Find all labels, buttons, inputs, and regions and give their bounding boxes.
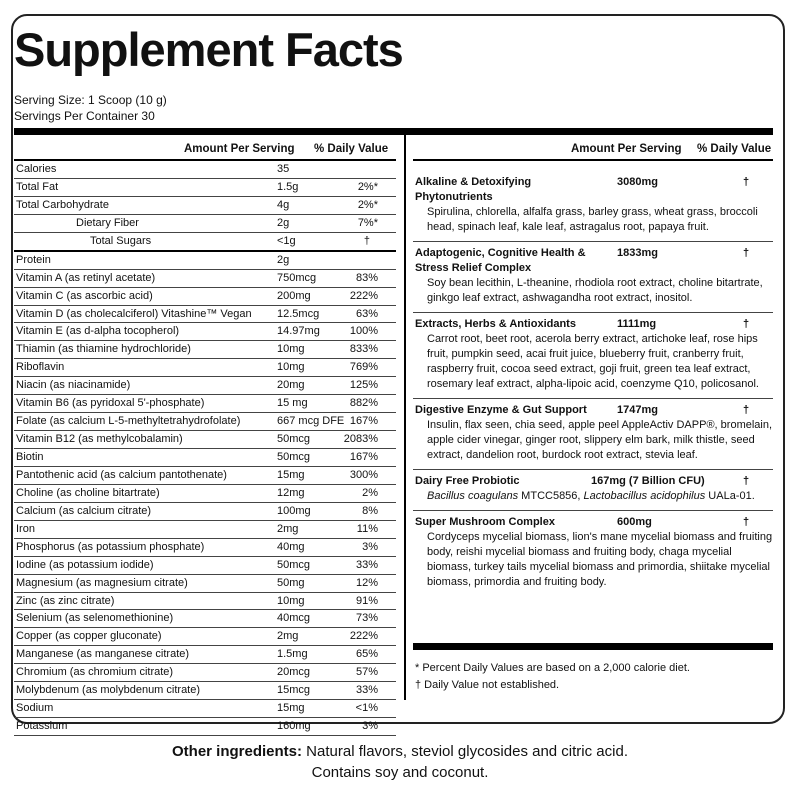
nutrient-row bbox=[14, 215, 396, 233]
allergen-statement: Contains soy and coconut. bbox=[311, 764, 489, 781]
nutrient-daily-value: 3% bbox=[362, 540, 378, 553]
nutrient-row bbox=[14, 467, 396, 485]
nutrient-amount: 10mg bbox=[277, 361, 305, 374]
nutrient-name: Magnesium (as magnesium citrate) bbox=[16, 576, 188, 589]
nutrient-amount: 667 mcg DFE bbox=[277, 415, 345, 428]
nutrient-rows bbox=[14, 161, 396, 736]
nutrient-daily-value: 125% bbox=[349, 379, 378, 392]
nutrient-amount: 12mg bbox=[277, 486, 305, 499]
nutrient-daily-value: 11% bbox=[356, 522, 378, 535]
nutrient-amount: 1.5mg bbox=[277, 648, 308, 661]
nutrient-name: Potassium bbox=[16, 720, 68, 733]
nutrient-daily-value: 33% bbox=[355, 684, 378, 697]
nutrient-amount: 20mg bbox=[277, 379, 305, 392]
nutrient-daily-value: 91% bbox=[355, 594, 378, 607]
nutrient-row bbox=[14, 610, 396, 628]
nutrient-row bbox=[14, 521, 396, 539]
nutrient-daily-value: 222% bbox=[349, 630, 378, 643]
nutrient-row bbox=[14, 413, 396, 431]
nutrient-daily-value: 65% bbox=[355, 648, 378, 661]
nutrient-name: Total Fat bbox=[16, 180, 59, 193]
nutrient-daily-value: 33% bbox=[355, 558, 378, 571]
nutrient-name: Niacin (as niacinamide) bbox=[16, 379, 131, 392]
nutrient-row bbox=[14, 664, 396, 682]
serving-info bbox=[14, 92, 167, 124]
serving-size: Serving Size: 1 Scoop (10 g) bbox=[14, 93, 167, 107]
nutrient-name: Thiamin (as thiamine hydrochloride) bbox=[16, 343, 191, 356]
amount-per-serving-header: Amount Per Serving bbox=[184, 143, 295, 155]
nutrient-amount: 15mg bbox=[277, 702, 305, 715]
nutrient-row bbox=[14, 323, 396, 341]
nutrient-name: Vitamin B6 (as pyridoxal 5'-phosphate) bbox=[16, 397, 205, 410]
nutrient-row bbox=[14, 628, 396, 646]
nutrient-row bbox=[14, 646, 396, 664]
footer-rule bbox=[413, 643, 773, 650]
nutrient-amount: 2mg bbox=[277, 522, 299, 535]
ingredient-part: UALa-01. bbox=[705, 490, 755, 502]
blend-ingredients: Soy bean lecithin, L-theanine, rhodiola root extract, choline bitartrate, ginkgo leaf extract, ashwagandha root extract, inositol. bbox=[427, 277, 763, 304]
nutrient-daily-value: 167% bbox=[349, 415, 378, 428]
nutrient-name: Vitamin E (as d-alpha tocopherol) bbox=[16, 325, 180, 338]
blend-amount: 1747mg bbox=[617, 404, 658, 416]
nutrient-row bbox=[14, 593, 396, 611]
nutrient-daily-value: 100% bbox=[349, 325, 378, 338]
nutrient-name: Pantothenic acid (as calcium pantothenate) bbox=[16, 468, 227, 481]
nutrient-daily-value: 222% bbox=[349, 289, 378, 302]
nutrient-daily-value: 882% bbox=[349, 397, 378, 410]
blend-ingredients: Spirulina, chlorella, alfalfa grass, barley grass, wheat grass, broccoli head, spinach leaf, kale leaf, astragalus root, papaya fruit. bbox=[427, 206, 758, 233]
nutrient-row bbox=[14, 270, 396, 288]
blend-daily-value: † bbox=[743, 247, 750, 259]
nutrient-row bbox=[14, 485, 396, 503]
blend-dv-header: % Daily Value bbox=[697, 143, 772, 155]
nutrient-amount: 15mg bbox=[277, 468, 305, 481]
nutrient-name: Vitamin B12 (as methylcobalamin) bbox=[16, 433, 183, 446]
nutrient-name: Riboflavin bbox=[16, 361, 65, 374]
blend-row bbox=[413, 399, 773, 470]
nutrient-table-header bbox=[14, 135, 396, 161]
nutrient-name: Molybdenum (as molybdenum citrate) bbox=[16, 684, 201, 697]
nutrient-row bbox=[14, 718, 396, 736]
blend-ingredients: Cordyceps mycelial biomass, lion's mane mycelial biomass and fruiting body, reishi mycelial biomass and fruiting body, chaga mycelial biomass, turkey tails mycelial biomass and primordia, shiitake mycelial biomass, primordia and fruiting body. bbox=[427, 531, 773, 588]
nutrient-daily-value: 7%* bbox=[357, 216, 378, 229]
blend-name: Alkaline & Detoxifying Phytonutrients bbox=[415, 176, 532, 203]
nutrient-row bbox=[14, 288, 396, 306]
nutrient-amount: 2mg bbox=[277, 630, 299, 643]
nutrient-amount: 2g bbox=[277, 253, 290, 266]
footnote-daily-values: * Percent Daily Values are based on a 2,000 calorie diet. bbox=[415, 662, 690, 674]
blend-table-header bbox=[413, 135, 773, 161]
blend-row bbox=[413, 511, 773, 596]
blend-ingredients bbox=[415, 489, 773, 504]
blend-rows bbox=[413, 161, 773, 596]
nutrient-row bbox=[14, 377, 396, 395]
blend-name: Adaptogenic, Cognitive Health & Stress Relief Complex bbox=[415, 247, 586, 274]
nutrient-daily-value: 2% bbox=[362, 486, 378, 499]
nutrient-amount: 20mcg bbox=[277, 666, 311, 679]
ingredient-part: Bacillus coagulans bbox=[427, 490, 519, 502]
nutrient-amount: 40mcg bbox=[277, 612, 311, 625]
nutrient-name: Zinc (as zinc citrate) bbox=[16, 594, 115, 607]
nutrient-amount: 12.5mcg bbox=[277, 307, 320, 320]
nutrient-name: Manganese (as manganese citrate) bbox=[16, 648, 190, 661]
nutrient-amount: 2g bbox=[277, 216, 290, 229]
nutrient-row bbox=[14, 575, 396, 593]
nutrient-amount: 10mg bbox=[277, 594, 305, 607]
nutrient-row bbox=[14, 395, 396, 413]
nutrient-name: Iodine (as potassium iodide) bbox=[16, 558, 154, 571]
nutrient-name: Protein bbox=[16, 253, 51, 266]
nutrient-name: Chromium (as chromium citrate) bbox=[16, 666, 174, 679]
blend-amount: 600mg bbox=[617, 516, 652, 528]
other-ingredients-label: Other ingredients: bbox=[172, 743, 303, 760]
nutrient-name: Choline (as choline bitartrate) bbox=[16, 486, 160, 499]
nutrient-amount: 10mg bbox=[277, 343, 305, 356]
nutrient-daily-value: 769% bbox=[349, 361, 378, 374]
nutrient-amount: <1g bbox=[277, 234, 296, 247]
blend-row bbox=[413, 242, 773, 313]
nutrient-name: Calcium (as calcium citrate) bbox=[16, 504, 152, 517]
nutrient-row bbox=[14, 341, 396, 359]
nutrient-name: Selenium (as selenomethionine) bbox=[16, 612, 174, 625]
blend-daily-value: † bbox=[743, 475, 750, 487]
nutrient-daily-value: 3% bbox=[362, 720, 378, 733]
nutrient-name: Total Carbohydrate bbox=[16, 198, 109, 211]
ingredient-part: Lactobacillus acidophilus bbox=[583, 490, 706, 502]
other-ingredients bbox=[0, 741, 800, 783]
blend-name: Extracts, Herbs & Antioxidants bbox=[415, 318, 576, 330]
nutrient-amount: 200mg bbox=[277, 289, 311, 302]
nutrient-row bbox=[14, 682, 396, 700]
nutrient-row bbox=[14, 557, 396, 575]
nutrient-amount: 50mg bbox=[277, 576, 305, 589]
blend-daily-value: † bbox=[743, 404, 750, 416]
blend-daily-value: † bbox=[743, 516, 750, 528]
nutrient-row bbox=[14, 197, 396, 215]
nutrient-row bbox=[14, 539, 396, 557]
servings-per-container: Servings Per Container 30 bbox=[14, 109, 155, 123]
daily-value-header: % Daily Value bbox=[314, 143, 389, 155]
blend-amount: 3080mg bbox=[617, 176, 658, 188]
blend-ingredients: Insulin, flax seen, chia seed, apple peel AppleActiv DAPP®, bromelain, apple cider vinegar, ginger root, slippery elm bark, milk thistle, seed extract, dandelion root, burdock root extract, stevia leaf. bbox=[427, 419, 773, 461]
nutrient-name: Dietary Fiber bbox=[76, 216, 139, 229]
nutrient-daily-value: 12% bbox=[355, 576, 378, 589]
nutrient-amount: 15 mg bbox=[277, 397, 308, 410]
blend-amount: 1111mg bbox=[617, 318, 657, 330]
nutrient-amount: 15mcg bbox=[277, 684, 311, 697]
nutrient-amount: 160mg bbox=[277, 720, 311, 733]
nutrient-name: Copper (as copper gluconate) bbox=[16, 630, 162, 643]
blend-row bbox=[413, 470, 773, 511]
nutrient-row bbox=[14, 306, 396, 324]
nutrient-daily-value: 2%* bbox=[357, 198, 378, 211]
blend-name: Digestive Enzyme & Gut Support bbox=[415, 404, 587, 416]
nutrient-name: Vitamin D (as cholecalciferol) Vitashine™ Vegan bbox=[16, 307, 252, 320]
nutrient-row bbox=[14, 431, 396, 449]
nutrient-amount: 50mcg bbox=[277, 451, 311, 463]
nutrient-amount: 750mcg bbox=[277, 271, 317, 284]
panel-title: Supplement Facts bbox=[14, 23, 403, 76]
column-divider bbox=[404, 135, 406, 700]
nutrient-daily-value: 8% bbox=[362, 504, 378, 517]
nutrient-amount: 100mg bbox=[277, 504, 311, 517]
nutrient-daily-value: <1% bbox=[355, 702, 378, 715]
nutrient-daily-value: 300% bbox=[349, 468, 378, 481]
nutrient-amount: 50mcg bbox=[277, 558, 311, 571]
nutrient-row bbox=[14, 449, 396, 467]
other-ingredients-text: Natural flavors, steviol glycosides and citric acid. bbox=[302, 743, 628, 760]
nutrient-name: Biotin bbox=[16, 451, 44, 463]
blend-table bbox=[413, 135, 773, 596]
nutrient-amount: 35 bbox=[277, 163, 290, 175]
blend-ingredients: Carrot root, beet root, acerola berry extract, artichoke leaf, rose hips fruit, pumpkin seed, acai fruit juice, blueberry fruit, cranberry fruit, raspberry fruit, cocoa seed extract, goji fruit, green tea leaf extract, rosemary leaf extract, alpha-lipoic acid, coenzyme Q10, policosanol. bbox=[427, 333, 759, 390]
blend-row bbox=[413, 313, 773, 399]
nutrient-daily-value: 73% bbox=[355, 612, 378, 625]
blend-name: Dairy Free Probiotic bbox=[415, 475, 520, 487]
blend-daily-value: † bbox=[743, 318, 750, 330]
nutrient-row bbox=[14, 359, 396, 377]
nutrient-name: Total Sugars bbox=[90, 234, 152, 247]
nutrient-name: Iron bbox=[16, 522, 35, 535]
nutrient-daily-value: 2%* bbox=[357, 180, 378, 193]
header-rule bbox=[14, 128, 773, 135]
nutrient-amount: 40mg bbox=[277, 540, 305, 553]
nutrient-daily-value: 167% bbox=[349, 451, 378, 463]
nutrient-amount: 14.97mg bbox=[277, 325, 320, 338]
nutrient-name: Sodium bbox=[16, 702, 54, 715]
nutrient-name: Folate (as calcium L-5-methyltetrahydrofolate) bbox=[16, 415, 241, 428]
footnote-not-established: † Daily Value not established. bbox=[415, 679, 560, 691]
nutrient-name: Phosphorus (as potassium phosphate) bbox=[16, 540, 205, 553]
nutrient-row bbox=[14, 252, 396, 270]
nutrient-daily-value: † bbox=[363, 234, 370, 247]
nutrient-daily-value: 833% bbox=[349, 343, 378, 356]
blend-row bbox=[413, 161, 773, 242]
nutrient-name: Vitamin A (as retinyl acetate) bbox=[16, 271, 156, 284]
nutrient-row bbox=[14, 179, 396, 197]
blend-amount: 1833mg bbox=[617, 247, 658, 259]
nutrient-daily-value: 57% bbox=[355, 666, 378, 679]
nutrient-name: Calories bbox=[16, 163, 57, 175]
nutrient-daily-value: 2083% bbox=[343, 433, 378, 446]
nutrient-row bbox=[14, 161, 396, 179]
nutrient-amount: 50mcg bbox=[277, 433, 311, 446]
nutrient-daily-value: 83% bbox=[355, 271, 378, 284]
nutrient-table bbox=[14, 135, 396, 736]
nutrient-amount: 4g bbox=[277, 198, 290, 211]
nutrient-row bbox=[14, 700, 396, 718]
blend-amount: 167mg (7 Billion CFU) bbox=[591, 475, 705, 487]
ingredient-part: MTCC5856, bbox=[518, 490, 584, 502]
blend-name: Super Mushroom Complex bbox=[415, 516, 555, 528]
nutrient-row bbox=[14, 233, 396, 252]
nutrient-row bbox=[14, 503, 396, 521]
blend-amount-header: Amount Per Serving bbox=[571, 143, 682, 155]
nutrient-name: Vitamin C (as ascorbic acid) bbox=[16, 289, 153, 302]
blend-daily-value: † bbox=[743, 176, 750, 188]
footnotes bbox=[415, 660, 690, 694]
nutrient-daily-value: 63% bbox=[355, 307, 378, 320]
nutrient-amount: 1.5g bbox=[277, 180, 299, 193]
